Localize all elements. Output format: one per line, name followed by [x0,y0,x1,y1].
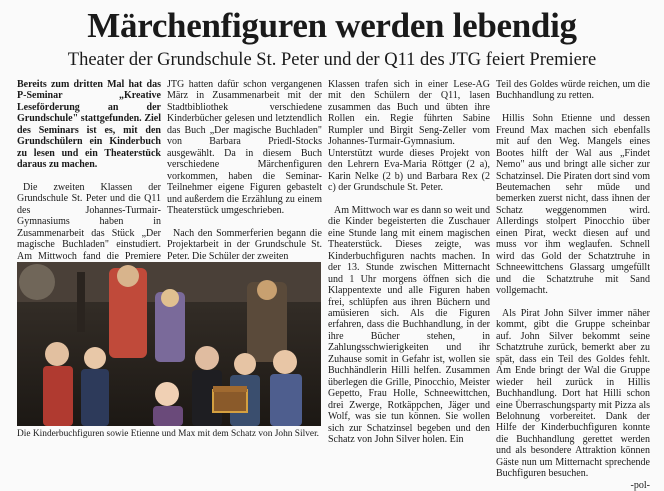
body-paragraph: Teil des Goldes würde reichen, um die Buchhandlung zu retten. [496,79,650,102]
subheadline: Theater der Grundschule St. Peter und der Q11 des JTG feiert Premiere [67,50,597,70]
headline: Märchenfiguren werden lebendig [87,6,577,45]
body-paragraph: Am Mittwoch war es dann so weit und die Kinder begeisterten die Zuschauer eine Stunde lang mit einem magischen Theaterstück. Dieses zeigte, was Kinderbuchfiguren nachts machen. In der 13. Stunde zwischen Mitternacht und 1 Uhr morgens öffnen sich die Klappentexte und alle Figuren haben frei, schlüpfen aus ihren Büchern und amüsieren sich. Als die Figuren erfahren, dass die Buchhandlung, in der ihre Bücher stehen, in Zahlungsschwierigkeiten und ihr Zuhause somit in Gefahr ist, wollen sie Buchhändlerin Hilli helfen. Zusammen überlegen die Grille, Pinocchio, Meister Gepetto, Frau Holle, Schneewittchen, drei Zwerge, Rotkäppchen, Jäger und Wolf, was sie tun können. Sie wollen sich zur Schatzinsel begeben und den Schatz von John Silver holen. Ein [328,204,490,445]
body-paragraph: Die zweiten Klassen der Grundschule St. Peter und die Q11 des Johannes-Turmair-Gymnasiums haben in Zusammenarbeit das Stück „Der magische Buchladen" einstudiert. Am Mittwoch fand die Premiere [17,182,161,262]
article-column-3 [328,79,490,443]
body-paragraph [496,308,650,491]
body-paragraph: Nach den Sommerferien begann die Projektarbeit in der Grundschule St. Peter. Die Schüler der zweiten [167,227,322,262]
article-photo [17,262,321,426]
body-paragraph: Hillis Sohn Etienne und dessen Freund Max machen sich ebenfalls mit auf den Weg. Mangels eines Bootes hilft der Wal aus „Findet Nemo" aus und bringt alle sicher zur Schatzinsel. Die Piraten dort sind vom Beutemachen sehr müde und bemerken zuerst nicht, dass ihnen der Schatz weggenommen wird. Allerdings stolpert Pinocchio über einen Pirat, weckt diesen auf und muss vor ihm weglaufen. Schnell wird das Gold der Schatztruhe in Schneewittchens Glassarg umgefüllt und die Schatztruhe mit Sand vollgemacht. [496,113,650,297]
article-column-4 [496,79,650,491]
author-signature: -pol- [630,479,650,491]
lead-paragraph: Bereits zum dritten Mal hat das P-Seminar „Kreative Leseförderung an der Grundschule" stattgefunden. Ziel des Seminars ist es, mit den Grundschülern ein Kinderbuch zu lesen und ein Theaterstück daraus zu machen. [17,79,161,171]
article-column-1 [17,79,161,262]
photo-caption: Die Kinderbuchfiguren sowie Etienne und Max mit dem Schatz von John Silver. [17,429,320,439]
photo-illustration [17,262,321,426]
body-paragraph: Klassen trafen sich in einer Lese-AG mit den Schülern der Q11, lasen zusammen das Buch und übten ihre Rollen ein. Regie führten Sabine Rumpler und Birgit Seng-Zeller vom Johannes-Turmair-Gymnasium. Unterstützt wurde dieses Projekt von den Lehrern Eva-Maria Röttger (2 a), Karin Nelke (2 b) und Barbara Rex (2 c) der Grundschule St. Peter. [328,79,490,194]
body-paragraph: JTG hatten dafür schon vergangenen März in Zusammenarbeit mit der Stadtbibliothek verschiedene Kinderbücher gelesen und letztendlich das Buch „Der magische Buchladen" von Barbara Priedl-Stocks ausgewählt. Da in diesem Buch verschiedene Märchenfiguren vorkommen, haben die Seminar-Teilnehmer eigene Figuren gebastelt und außerdem die Erzählung zu einem Theaterstück umgeschrieben. [167,79,322,216]
body-paragraph-text: Als Pirat John Silver immer näher kommt, gibt die Gruppe scheinbar auf. John Silver bekommt seine Schatztruhe zurück, bemerkt aber zu spät, dass ein Teil des Goldes fehlt. Am Ende bringt der Wal die Gruppe wieder heil zurück in Hillis Buchhandlung. Dort hat Hilli schon eine Überraschungsparty mit Pizza als Belohnung vorbereitet. Dank der Hilfe der Kinderbuchfiguren konnte die Buchhandlung gerettet werden und als besondere Attraktion können Gäste nun um Mitternacht sprechende Buchfiguren besuchen. [496,307,650,480]
article-column-2 [167,79,322,262]
